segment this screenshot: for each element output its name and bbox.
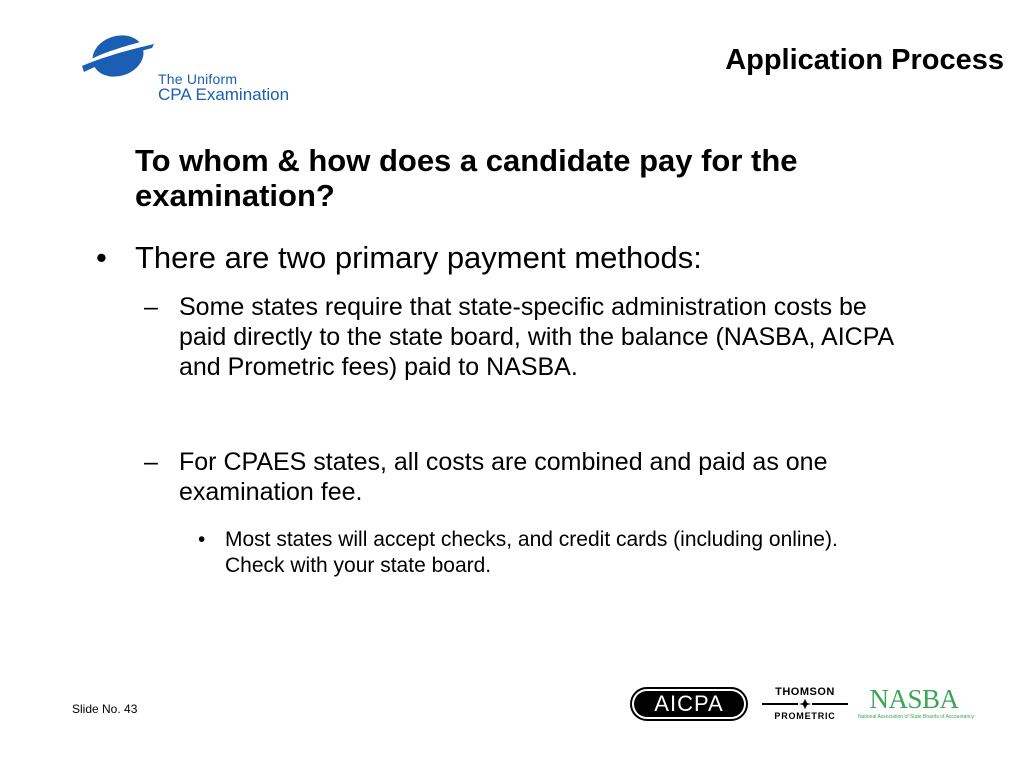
slide-title: Application Process xyxy=(725,44,1004,76)
star-divider-icon xyxy=(762,699,848,709)
thomson-prometric-logo xyxy=(762,686,848,726)
nasba-tagline: National Association of State Boards of Accountancy xyxy=(858,714,975,720)
aicpa-logo-text: AICPA xyxy=(654,691,724,716)
bullet-marker: • xyxy=(96,240,107,275)
question-heading: To whom & how does a candidate pay for the examination? xyxy=(135,143,798,213)
globe-swoosh-icon xyxy=(82,22,160,100)
sub-bullet-marker: – xyxy=(144,448,158,476)
logo-text-line2: CPA Examination xyxy=(158,85,290,104)
thomson-logo-text: THOMSON xyxy=(775,686,835,698)
slide-number: Slide No. 43 xyxy=(72,702,138,716)
aicpa-logo xyxy=(630,687,748,721)
cpa-exam-logo xyxy=(82,22,312,104)
sub-sub-bullet-text: Most states will accept checks, and credit cards (including online). Check with your state board. xyxy=(225,528,838,577)
logo-text-line1: The Uniform xyxy=(158,71,238,87)
nasba-logo xyxy=(858,684,975,724)
sub-bullet-text: For CPAES states, all costs are combined and paid as one examination fee. xyxy=(179,448,828,506)
sub-bullet-text: Some states require that state-specific administration costs be paid directly to the state board, with the balance (NASBA, AICPA and Prometric fees) paid to NASBA. xyxy=(179,293,893,381)
bullet-text: There are two primary payment methods: xyxy=(135,240,702,275)
sub-bullet-marker: – xyxy=(144,293,158,321)
prometric-logo-text: PROMETRIC xyxy=(774,711,836,721)
nasba-logo-text: NASBA xyxy=(869,684,959,714)
sub-sub-bullet-marker: • xyxy=(198,528,206,551)
